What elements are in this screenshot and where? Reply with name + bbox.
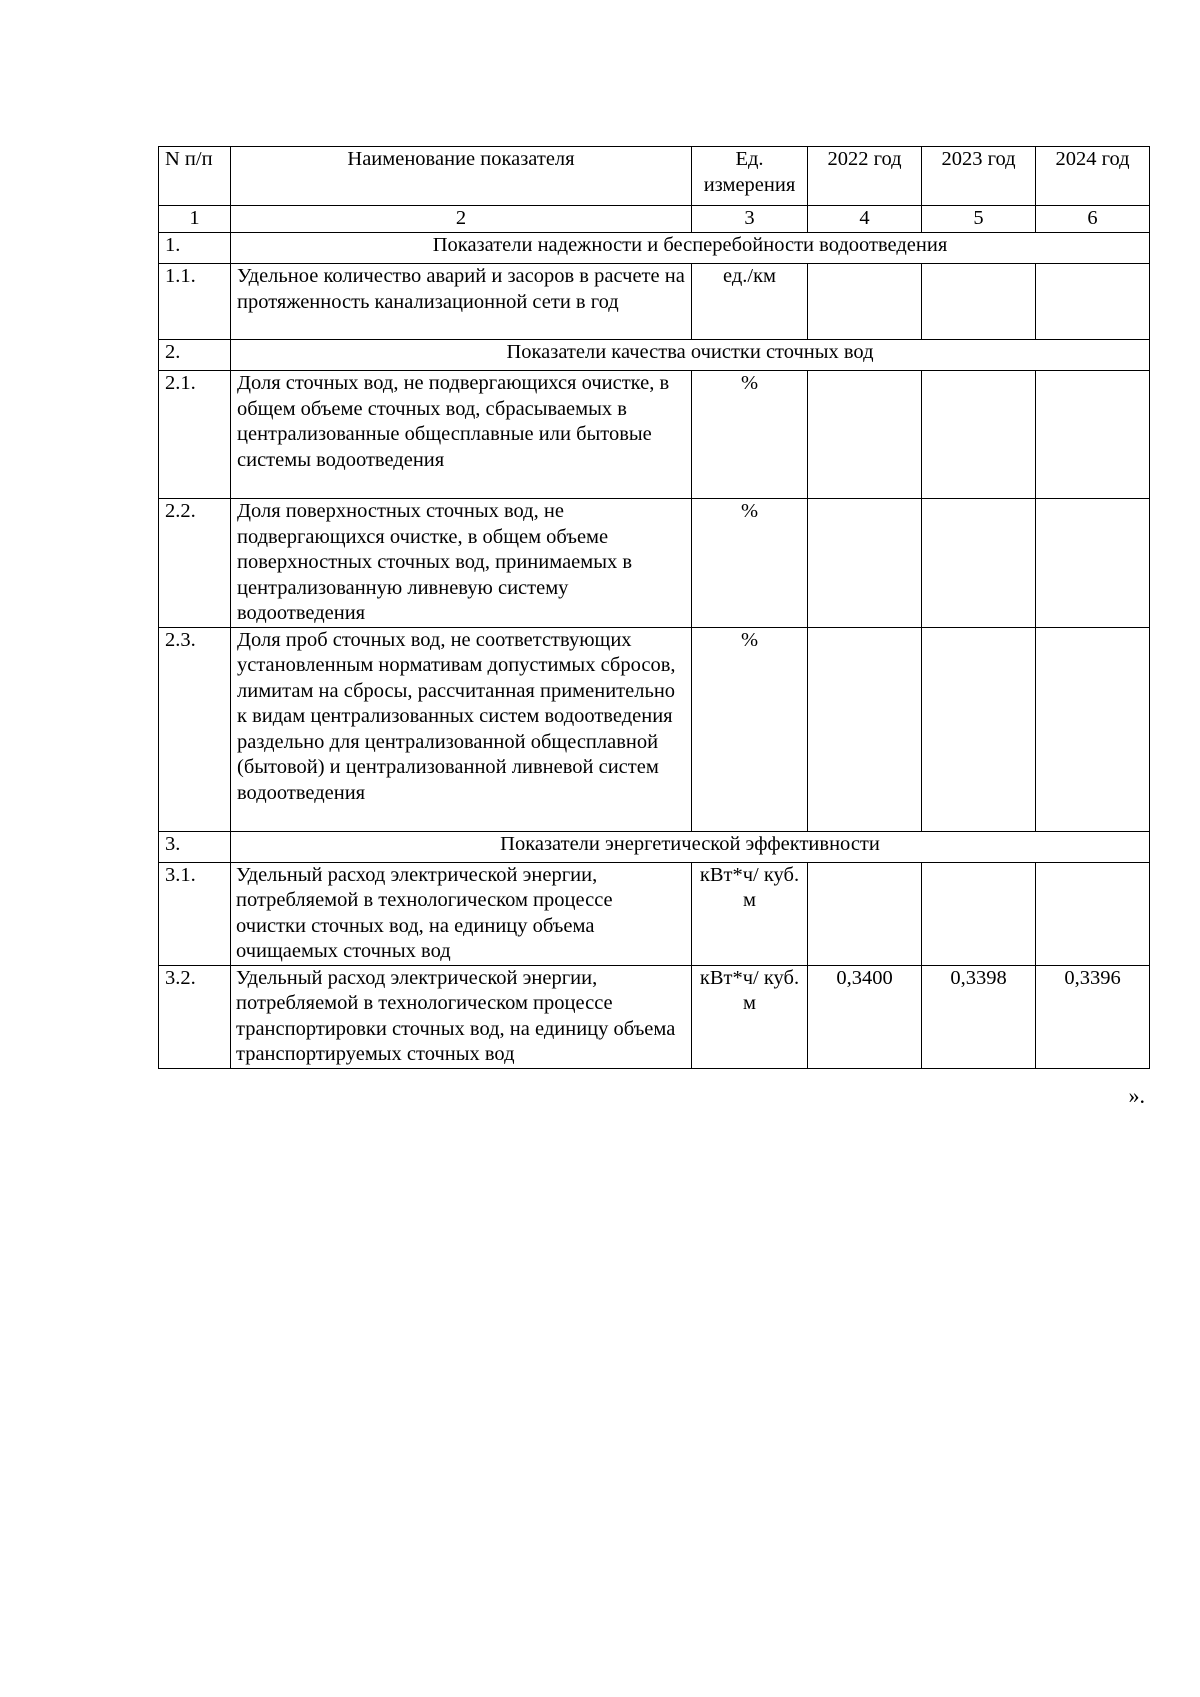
column-number: 3 bbox=[692, 206, 808, 233]
section-title: Показатели надежности и бесперебойности водоотведения bbox=[231, 233, 1150, 264]
unit-cell: кВт*ч/ куб. м bbox=[692, 862, 808, 965]
row-number: 1.1. bbox=[159, 264, 231, 340]
table-row bbox=[159, 371, 1150, 499]
table-header-row bbox=[159, 147, 1150, 206]
header-2023: 2023 год bbox=[922, 147, 1036, 206]
value-2024 bbox=[1036, 371, 1150, 499]
section-number: 1. bbox=[159, 233, 231, 264]
table-row bbox=[159, 499, 1150, 628]
section-row bbox=[159, 340, 1150, 371]
indicator-name: Удельный расход электрической энергии, потребляемой в технологическом процессе транспортировки сточных вод, на единицу объема транспортируемых сточных вод bbox=[231, 965, 692, 1068]
row-number: 2.2. bbox=[159, 499, 231, 628]
section-title: Показатели качества очистки сточных вод bbox=[231, 340, 1150, 371]
unit-cell: ед./км bbox=[692, 264, 808, 340]
table-row bbox=[159, 264, 1150, 340]
unit-cell: % bbox=[692, 371, 808, 499]
column-number: 6 bbox=[1036, 206, 1150, 233]
value-2023 bbox=[922, 627, 1036, 831]
unit-cell: % bbox=[692, 627, 808, 831]
value-2023 bbox=[922, 862, 1036, 965]
section-row bbox=[159, 831, 1150, 862]
section-title: Показатели энергетической эффективности bbox=[231, 831, 1150, 862]
indicator-name: Удельное количество аварий и засоров в расчете на протяженность канализационной сети в год bbox=[231, 264, 692, 340]
value-2022 bbox=[808, 371, 922, 499]
row-number: 3.2. bbox=[159, 965, 231, 1068]
header-2022: 2022 год bbox=[808, 147, 922, 206]
value-2023 bbox=[922, 499, 1036, 628]
value-2022 bbox=[808, 499, 922, 628]
value-2022 bbox=[808, 862, 922, 965]
column-number-row bbox=[159, 206, 1150, 233]
value-2024: 0,3396 bbox=[1036, 965, 1150, 1068]
value-2022 bbox=[808, 627, 922, 831]
table-row bbox=[159, 965, 1150, 1068]
column-number: 4 bbox=[808, 206, 922, 233]
unit-cell: % bbox=[692, 499, 808, 628]
section-number: 3. bbox=[159, 831, 231, 862]
row-number: 2.3. bbox=[159, 627, 231, 831]
table-row bbox=[159, 627, 1150, 831]
row-number: 3.1. bbox=[159, 862, 231, 965]
value-2024 bbox=[1036, 499, 1150, 628]
header-2024: 2024 год bbox=[1036, 147, 1150, 206]
indicator-name: Доля поверхностных сточных вод, не подвергающихся очистке, в общем объеме поверхностных сточных вод, принимаемых в централизованную ливневую систему водоотведения bbox=[231, 499, 692, 628]
closing-quote-mark: ». bbox=[1128, 1083, 1145, 1108]
column-number: 1 bbox=[159, 206, 231, 233]
value-2022 bbox=[808, 264, 922, 340]
column-number: 2 bbox=[231, 206, 692, 233]
value-2023: 0,3398 bbox=[922, 965, 1036, 1068]
header-num: N п/п bbox=[159, 147, 231, 206]
indicator-name: Доля проб сточных вод, не соответствующих установленным нормативам допустимых сбросов, лимитам на сбросы, рассчитанная применительно к видам централизованных систем водоотведения раздельно для централизованной общесплавной (бытовой) и централизованной ливневой систем водоотведения bbox=[231, 627, 692, 831]
value-2022: 0,3400 bbox=[808, 965, 922, 1068]
header-name: Наименование показателя bbox=[231, 147, 692, 206]
value-2024 bbox=[1036, 264, 1150, 340]
section-number: 2. bbox=[159, 340, 231, 371]
unit-cell: кВт*ч/ куб. м bbox=[692, 965, 808, 1068]
indicator-name: Доля сточных вод, не подвергающихся очистке, в общем объеме сточных вод, сбрасываемых в централизованные общесплавные или бытовые системы водоотведения bbox=[231, 371, 692, 499]
table-row bbox=[159, 862, 1150, 965]
value-2023 bbox=[922, 371, 1036, 499]
indicator-name: Удельный расход электрической энергии, потребляемой в технологическом процессе очистки сточных вод, на единицу объема очищаемых сточных вод bbox=[231, 862, 692, 965]
section-row bbox=[159, 233, 1150, 264]
indicators-table bbox=[158, 146, 1150, 1069]
value-2024 bbox=[1036, 627, 1150, 831]
row-number: 2.1. bbox=[159, 371, 231, 499]
column-number: 5 bbox=[922, 206, 1036, 233]
header-unit: Ед. измерения bbox=[692, 147, 808, 206]
value-2023 bbox=[922, 264, 1036, 340]
value-2024 bbox=[1036, 862, 1150, 965]
